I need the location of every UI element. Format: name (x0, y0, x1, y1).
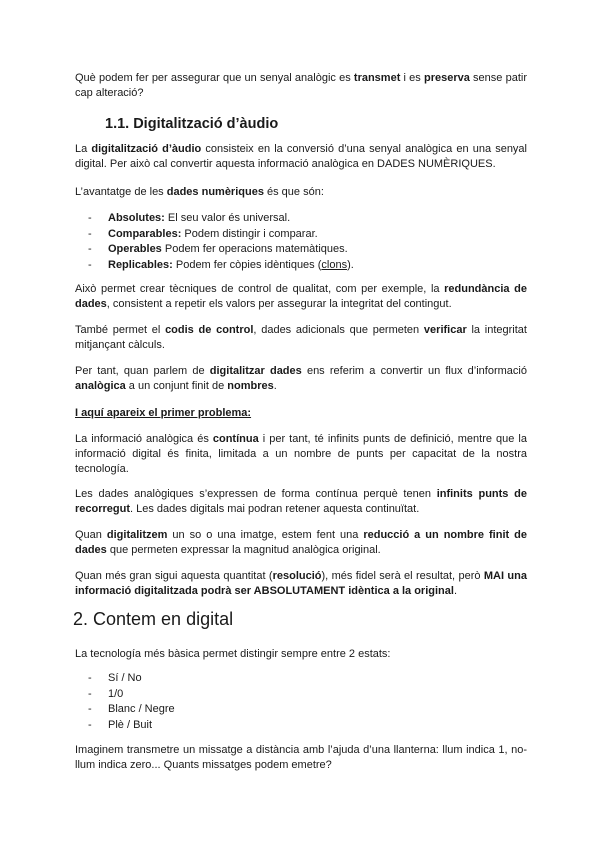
list-item: - Blanc / Negre (88, 702, 518, 718)
list-item: - Replicables: Podem fer còpies idèntiques (clons). (88, 258, 518, 274)
list-item: - Operables Podem fer operacions matemàtiques. (88, 242, 518, 258)
list-item: - Sí / No (88, 671, 518, 687)
codes-paragraph: També permet el codis de control, dades adicionals que permeten verificar la integritat mitjançant càlculs. (75, 324, 527, 351)
section-2-heading: 2. Contem en digital (73, 609, 234, 629)
list-item: - Absolutes: El seu valor és universal. (88, 211, 518, 227)
meaning-paragraph: Per tant, quan parlem de digitalitzar dades ens referim a convertir un flux d’informació analògica a un conjunt finit de nombres. (75, 365, 527, 392)
clons-link[interactable]: clons (321, 258, 348, 271)
continuous-paragraph: La informació analògica és contínua i per tant, té infinits punts de definició, mentre que la informació digital és finita, limitada a un nombre de punts per capacitat de la nostra tecnología. (75, 433, 527, 475)
quality-paragraph: Això permet crear tècniques de control de qualitat, com per exemple, la redundància de dades, consistent a repetir els valors per assegurar la integritat del contingut. (75, 283, 527, 310)
intro-paragraph: Què podem fer per assegurar que un senyal analògic es transmet i es preserva sense patir cap alteració? (75, 72, 527, 99)
advantage-paragraph: L’avantatge de les dades numèriques és que són: (75, 186, 324, 198)
properties-list (88, 211, 518, 273)
states-list (88, 671, 518, 733)
definition-paragraph: La digitalització d’àudio consisteix en la conversió d’una senyal analògica en una senyal digital. Per això cal convertir aquesta informació analògica en DADES NUMÈRIQUES. (75, 143, 527, 170)
infinite-paragraph: Les dades analògiques s’expressen de forma contínua perquè tenen infinits punts de recorregut. Les dades digitals mai podran retener aquesta continuïtat. (75, 488, 527, 515)
problem-heading: I aquí apareix el primer problema: (75, 407, 252, 419)
reduction-paragraph: Quan digitalitzem un so o una imatge, estem fent una reducció a un nombre finit de dades que permeten expressar la magnitud analògica original. (75, 529, 528, 556)
flashlight-paragraph: Imaginem transmetre un missatge a distància amb l’ajuda d’una llanterna: llum indica 1, no-llum indica zero... Quants missatges podem emetre? (75, 744, 527, 771)
resolution-paragraph: Quan més gran sigui aquesta quantitat (resolució), més fidel serà el resultat, però MAI una informació digitalitzada podrà ser ABSOLUTAMENT idèntica a la original. (75, 570, 527, 597)
list-item: - 1/0 (88, 687, 518, 703)
list-item: - Plè / Buit (88, 718, 518, 734)
states-intro: La tecnología més bàsica permet distingir sempre entre 2 estats: (75, 648, 391, 660)
list-item: - Comparables: Podem distingir i comparar. (88, 227, 518, 243)
section-1-1-heading: 1.1. Digitalització d’àudio (105, 116, 279, 132)
